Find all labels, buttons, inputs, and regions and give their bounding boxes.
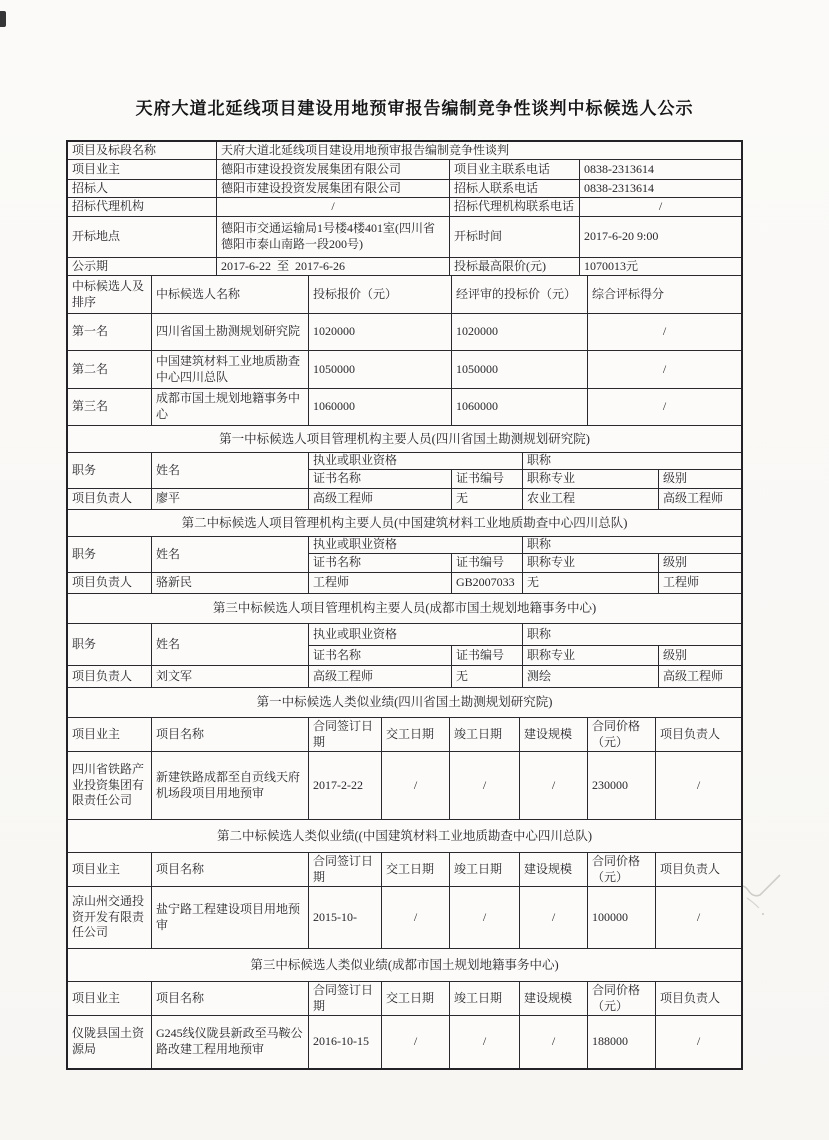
perf-owner: 仪陇县国土资源局 bbox=[68, 1016, 152, 1068]
row-project-name bbox=[68, 142, 741, 160]
candidate-rank: 第一名 bbox=[68, 314, 152, 350]
value-project-name: 天府大道北延线项目建设用地预审报告编制竞争性谈判 bbox=[221, 142, 510, 157]
column-header: 交工日期 bbox=[382, 982, 450, 1015]
performance-section-title-2 bbox=[68, 820, 741, 853]
candidate-row-3 bbox=[68, 389, 741, 426]
personnel-header-row bbox=[68, 624, 741, 666]
column-header: 级别 bbox=[663, 647, 688, 662]
candidate-score: / bbox=[662, 361, 667, 376]
perf-scale: / bbox=[520, 1016, 588, 1068]
perf-delivery-date: / bbox=[382, 1016, 450, 1068]
column-header: 执业或职业资格 bbox=[309, 624, 522, 646]
section-title: 第一中标候选人项目管理机构主要人员(四川省国土勘测规划研究院) bbox=[219, 431, 590, 446]
value-owner: 德阳市建设投资发展集团有限公司 bbox=[217, 160, 450, 179]
person-major: 测绘 bbox=[523, 666, 659, 687]
column-header: 合同价格（元） bbox=[588, 718, 656, 751]
candidate-row-2 bbox=[68, 351, 741, 389]
person-name: 骆新民 bbox=[152, 573, 309, 593]
candidates-header-row bbox=[68, 276, 741, 314]
column-header: 合同签订日期 bbox=[309, 982, 382, 1015]
column-header: 证书编号 bbox=[456, 471, 505, 486]
column-header: 交工日期 bbox=[382, 853, 450, 886]
column-header: 职务 bbox=[68, 537, 152, 572]
column-header: 合同签订日期 bbox=[309, 718, 382, 751]
performance-section-title-1 bbox=[68, 688, 741, 718]
column-header: 建设规模 bbox=[520, 982, 588, 1015]
column-header: 级别 bbox=[663, 555, 688, 570]
perf-leader: / bbox=[696, 777, 701, 792]
person-level: 高级工程师 bbox=[663, 491, 724, 506]
candidate-name: 成都市国土规划地籍事务中心 bbox=[152, 389, 309, 425]
perf-leader: / bbox=[696, 909, 701, 924]
value-owner-phone: 0838-2313614 bbox=[584, 161, 654, 176]
perf-delivery-date: / bbox=[382, 887, 450, 948]
column-header: 投标报价（元） bbox=[309, 276, 452, 313]
label-project-name: 项目及标段名称 bbox=[68, 142, 217, 159]
person-cert-no: GB2007033 bbox=[452, 573, 523, 593]
person-cert-name: 工程师 bbox=[309, 573, 452, 593]
candidate-score: / bbox=[662, 324, 667, 339]
section-title: 第一中标候选人类似业绩(四川省国土勘测规划研究院) bbox=[256, 695, 553, 710]
title-header-group bbox=[523, 624, 741, 665]
column-header: 姓名 bbox=[152, 453, 309, 488]
qualification-header-group bbox=[309, 624, 523, 665]
label-max-price: 投标最高限价(元) bbox=[450, 258, 580, 275]
column-header: 建设规模 bbox=[520, 718, 588, 751]
person-cert-no: 无 bbox=[452, 489, 523, 509]
performance-data-row bbox=[68, 887, 741, 949]
performance-header-row bbox=[68, 982, 741, 1016]
column-header: 职称专业 bbox=[523, 646, 659, 665]
person-cert-name: 高级工程师 bbox=[309, 489, 452, 509]
column-header: 交工日期 bbox=[382, 718, 450, 751]
column-header: 合同签订日期 bbox=[309, 853, 382, 886]
row-publicity-period bbox=[68, 258, 741, 276]
person-name: 刘文军 bbox=[152, 666, 309, 687]
value-opening-time: 2017-6-20 9:00 bbox=[584, 229, 659, 244]
candidate-rank: 第二名 bbox=[68, 351, 152, 388]
candidate-evaluated-bid: 1060000 bbox=[452, 389, 588, 425]
person-level: 高级工程师 bbox=[663, 668, 724, 683]
perf-scale: / bbox=[520, 887, 588, 948]
perf-project-name: G245线仪陇县新政至马鞍公路改建工程用地预审 bbox=[152, 1016, 309, 1068]
column-header: 证书编号 bbox=[456, 555, 505, 570]
column-header: 建设规模 bbox=[520, 853, 588, 886]
person-major: 无 bbox=[523, 573, 659, 593]
scan-blot-artifact bbox=[0, 11, 6, 27]
performance-data-row bbox=[68, 752, 741, 820]
candidate-score: / bbox=[662, 399, 667, 414]
person-level: 工程师 bbox=[663, 575, 700, 590]
performance-header-row bbox=[68, 853, 741, 887]
label-publicity-period: 公示期 bbox=[68, 258, 217, 275]
qualification-header-group bbox=[309, 537, 523, 572]
label-opening-place: 开标地点 bbox=[68, 217, 217, 257]
personnel-header-row bbox=[68, 453, 741, 489]
column-header: 级别 bbox=[663, 471, 688, 486]
personnel-header-row bbox=[68, 537, 741, 573]
candidate-name: 四川省国土勘测规划研究院 bbox=[152, 314, 309, 350]
column-header: 中标候选人名称 bbox=[152, 276, 309, 313]
section-title: 第二中标候选人类似业绩((中国建筑材料工业地质勘查中心四川总队) bbox=[217, 828, 592, 843]
column-header: 执业或职业资格 bbox=[309, 453, 522, 470]
column-header: 竣工日期 bbox=[450, 982, 520, 1015]
column-header: 职称专业 bbox=[523, 554, 659, 572]
qualification-header-group bbox=[309, 453, 523, 488]
candidate-bid: 1020000 bbox=[309, 314, 452, 350]
personnel-data-row bbox=[68, 573, 741, 594]
value-opening-place: 德阳市交通运输局1号楼4楼401室(四川省德阳市泰山南路一段200号) bbox=[217, 217, 450, 257]
column-header: 职称 bbox=[523, 453, 741, 470]
performance-section-title-3 bbox=[68, 949, 741, 982]
column-header: 证书名称 bbox=[309, 646, 452, 665]
column-header: 职务 bbox=[68, 453, 152, 488]
candidate-rank: 第三名 bbox=[68, 389, 152, 425]
perf-delivery-date: / bbox=[382, 752, 450, 819]
column-header: 项目负责人 bbox=[660, 726, 721, 741]
perf-price: 230000 bbox=[588, 752, 656, 819]
perf-leader: / bbox=[696, 1034, 701, 1049]
column-header: 项目名称 bbox=[152, 853, 309, 886]
candidate-evaluated-bid: 1050000 bbox=[452, 351, 588, 388]
column-header: 证书编号 bbox=[456, 647, 505, 662]
value-max-price: 1070013元 bbox=[584, 258, 639, 273]
column-header: 职称专业 bbox=[523, 470, 659, 488]
notice-table bbox=[66, 140, 743, 1070]
perf-sign-date: 2016-10-15 bbox=[309, 1016, 382, 1068]
person-duty: 项目负责人 bbox=[68, 666, 152, 687]
label-tenderer-phone: 招标人联系电话 bbox=[450, 180, 580, 197]
title-header-group bbox=[523, 453, 741, 488]
label-agency-phone: 招标代理机构联系电话 bbox=[450, 198, 580, 216]
perf-price: 188000 bbox=[588, 1016, 656, 1068]
column-header: 职称 bbox=[523, 624, 741, 646]
performance-header-row bbox=[68, 718, 741, 752]
row-owner bbox=[68, 160, 741, 180]
column-header: 项目名称 bbox=[152, 718, 309, 751]
person-cert-no: 无 bbox=[452, 666, 523, 687]
value-agency: / bbox=[217, 198, 450, 216]
column-header: 职务 bbox=[68, 624, 152, 665]
row-opening-place bbox=[68, 217, 741, 258]
candidate-bid: 1060000 bbox=[309, 389, 452, 425]
perf-project-name: 新建铁路成都至自贡线天府机场段项目用地预审 bbox=[152, 752, 309, 819]
column-header: 竣工日期 bbox=[450, 718, 520, 751]
column-header: 职称 bbox=[523, 537, 741, 554]
label-owner: 项目业主 bbox=[68, 160, 217, 179]
perf-owner: 凉山州交通投资开发有限责任公司 bbox=[68, 887, 152, 948]
column-header: 合同价格（元） bbox=[588, 982, 656, 1015]
candidate-name: 中国建筑材料工业地质勘查中心四川总队 bbox=[152, 351, 309, 388]
perf-sign-date: 2015-10- bbox=[309, 887, 382, 948]
label-opening-time: 开标时间 bbox=[450, 217, 580, 257]
column-header: 项目负责人 bbox=[660, 990, 721, 1005]
person-cert-name: 高级工程师 bbox=[309, 666, 452, 687]
column-header: 项目负责人 bbox=[660, 861, 721, 876]
section-title: 第三中标候选人项目管理机构主要人员(成都市国土规划地籍事务中心) bbox=[212, 601, 597, 616]
performance-data-row bbox=[68, 1016, 741, 1068]
column-header: 经评审的投标价（元） bbox=[452, 276, 588, 313]
person-duty: 项目负责人 bbox=[68, 573, 152, 593]
title-header-group bbox=[523, 537, 741, 572]
personnel-section-title-2 bbox=[68, 510, 741, 537]
column-header: 姓名 bbox=[152, 537, 309, 572]
row-agency bbox=[68, 198, 741, 217]
person-name: 廖平 bbox=[152, 489, 309, 509]
candidate-bid: 1050000 bbox=[309, 351, 452, 388]
personnel-section-title-3 bbox=[68, 594, 741, 624]
section-title: 第三中标候选人类似业绩(成都市国土规划地籍事务中心) bbox=[250, 957, 559, 972]
value-publicity-period: 2017-6-22 至 2017-6-26 bbox=[217, 258, 450, 275]
column-header: 项目业主 bbox=[68, 982, 152, 1015]
personnel-data-row bbox=[68, 666, 741, 688]
perf-completion-date: / bbox=[450, 1016, 520, 1068]
column-header: 项目业主 bbox=[68, 853, 152, 886]
candidate-evaluated-bid: 1020000 bbox=[452, 314, 588, 350]
candidate-row-1 bbox=[68, 314, 741, 351]
person-major: 农业工程 bbox=[523, 489, 659, 509]
column-header: 项目名称 bbox=[152, 982, 309, 1015]
perf-scale: / bbox=[520, 752, 588, 819]
perf-sign-date: 2017-2-22 bbox=[309, 752, 382, 819]
perf-completion-date: / bbox=[450, 752, 520, 819]
personnel-section-title-1 bbox=[68, 426, 741, 453]
label-owner-phone: 项目业主联系电话 bbox=[450, 160, 580, 179]
row-tenderer bbox=[68, 180, 741, 198]
column-header: 合同价格（元） bbox=[588, 853, 656, 886]
label-agency: 招标代理机构 bbox=[68, 198, 217, 216]
value-tenderer: 德阳市建设投资发展集团有限公司 bbox=[217, 180, 450, 197]
page-title: 天府大道北延线项目建设用地预审报告编制竞争性谈判中标候选人公示 bbox=[135, 99, 694, 118]
value-agency-phone: / bbox=[658, 199, 663, 214]
column-header: 证书名称 bbox=[309, 470, 452, 488]
column-header: 综合评标得分 bbox=[592, 286, 665, 301]
column-header: 中标候选人及排序 bbox=[68, 276, 152, 313]
label-tenderer: 招标人 bbox=[68, 180, 217, 197]
perf-project-name: 盐宁路工程建设项目用地预审 bbox=[152, 887, 309, 948]
perf-owner: 四川省铁路产业投资集团有限责任公司 bbox=[68, 752, 152, 819]
perf-completion-date: / bbox=[450, 887, 520, 948]
value-tenderer-phone: 0838-2313614 bbox=[584, 180, 654, 195]
section-title: 第二中标候选人项目管理机构主要人员(中国建筑材料工业地质勘查中心四川总队) bbox=[181, 515, 628, 530]
column-header: 竣工日期 bbox=[450, 853, 520, 886]
column-header: 项目业主 bbox=[68, 718, 152, 751]
column-header: 姓名 bbox=[152, 624, 309, 665]
personnel-data-row bbox=[68, 489, 741, 510]
column-header: 证书名称 bbox=[309, 554, 452, 572]
person-duty: 项目负责人 bbox=[68, 489, 152, 509]
perf-price: 100000 bbox=[588, 887, 656, 948]
column-header: 执业或职业资格 bbox=[309, 537, 522, 554]
